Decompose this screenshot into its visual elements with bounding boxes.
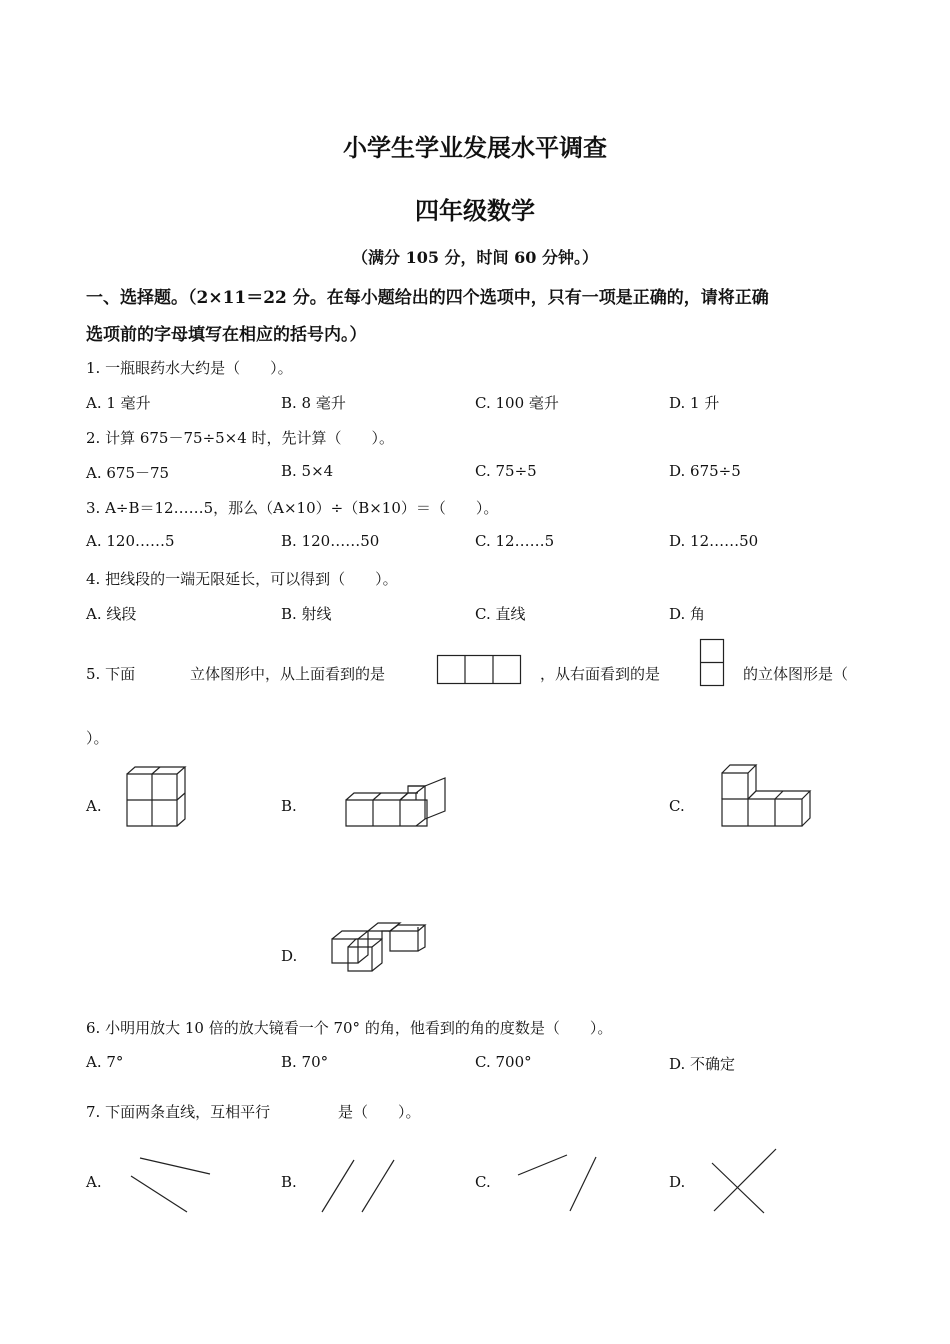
option-b-lines [318,1158,400,1214]
option-b: B. 5×4 [281,462,334,480]
page-subtitle: 四年级数学 [415,196,535,225]
option-d: D. 不确定 [669,1055,736,1073]
option-c: C. 直线 [475,605,526,623]
option-a: A. 线段 [86,605,137,623]
option-d: D. [281,947,298,965]
option-a: A. [86,797,102,815]
question-stem: 2. 计算 675－75÷5×4 时，先计算（ ）。 [86,429,395,447]
question-stem-part2: 是（ ）。 [338,1103,421,1121]
option-b: B. 8 毫升 [281,394,346,412]
question-stem-part3: ，从右面看到的是 [540,665,661,683]
option-d: D. [669,1173,686,1191]
top-view-diagram [437,655,521,685]
option-c: C. 12……5 [475,532,555,550]
option-b-figure [344,778,448,830]
section-heading-line1: 一、选择题。（2×11＝22 分。在每小题给出的四个选项中，只有一项是正确的，请将正确 [86,288,769,308]
option-d: D. 675÷5 [669,462,741,480]
question-stem-part1: 7. 下面两条直线，互相平行 [86,1103,271,1121]
right-view-diagram [700,639,725,687]
option-b: B. 120……50 [281,532,380,550]
option-d-figure [330,915,428,973]
question-stem: 3. A÷B＝12……5，那么（A×10）÷（B×10）＝（ ）。 [86,499,499,517]
option-b: B. [281,797,297,815]
question-stem-part1: 5. 下面 [86,665,136,683]
option-c-figure [720,763,812,829]
question-stem: 6. 小明用放大 10 倍的放大镜看一个 70° 的角，他看到的角的度数是（ ）。 [86,1019,613,1037]
page-title: 小学生学业发展水平调查 [343,133,607,162]
option-c: C. [669,797,685,815]
option-d: D. 角 [669,605,706,623]
option-c: C. 75÷5 [475,462,537,480]
score-time-note: （满分 105 分，时间 60 分钟。） [352,248,598,267]
question-stem: 4. 把线段的一端无限延长，可以得到（ ）。 [86,570,398,588]
question-stem-part4: 的立体图形是（ [743,665,849,683]
question-stem: 1. 一瓶眼药水大约是（ ）。 [86,359,293,377]
option-b: B. 70° [281,1053,329,1071]
option-c: C. 100 毫升 [475,394,559,412]
option-a: A. 675－75 [86,464,170,482]
option-d: D. 1 升 [669,394,720,412]
option-b: B. [281,1173,297,1191]
option-a-figure [124,766,188,830]
option-a: A. [86,1173,102,1191]
question-stem-part5: ）。 [86,729,109,747]
option-a: A. 7° [86,1053,124,1071]
option-a: A. 1 毫升 [86,394,151,412]
option-a: A. 120……5 [86,532,175,550]
option-a-lines [128,1156,214,1216]
section-heading-line2: 选项前的字母填写在相应的括号内。） [86,325,367,345]
option-c: C. [475,1173,491,1191]
option-d: D. 12……50 [669,532,759,550]
option-d-lines [710,1147,780,1215]
option-c-lines [516,1153,602,1215]
option-b: B. 射线 [281,605,332,623]
option-c: C. 700° [475,1053,532,1071]
question-stem-part2: 立体图形中，从上面看到的是 [190,665,386,683]
